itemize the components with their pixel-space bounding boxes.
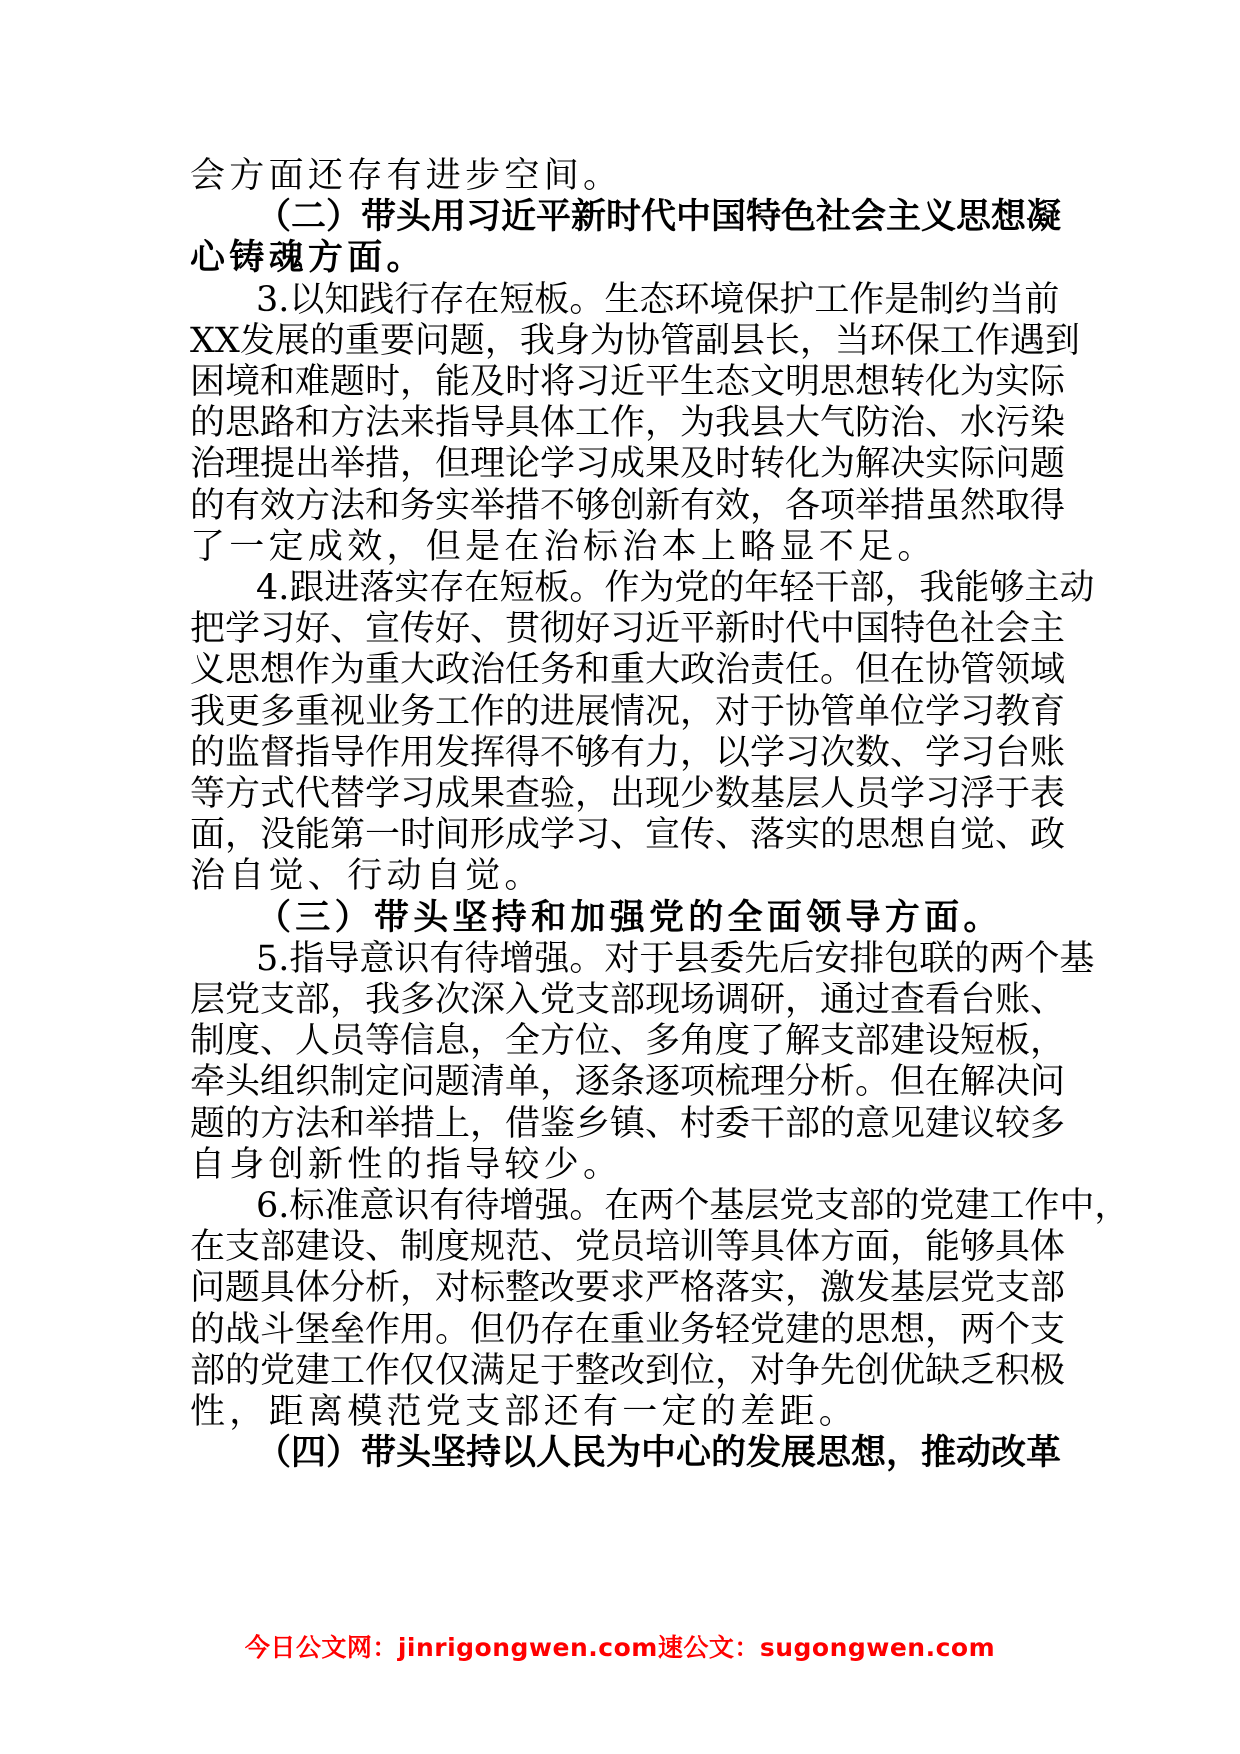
section-heading-continued: 心铸魂方面。 [190, 238, 426, 279]
body-line: 的思路和方法来指导具体工作，为我县大气防治、水污染 [190, 403, 1066, 444]
body-line: 困境和难题时，能及时将习近平生态文明思想转化为实际 [190, 362, 1066, 402]
section-heading: （二）带头用习近平新时代中国特色社会主义思想凝 [256, 197, 1062, 238]
body-line: 牵头组织制定问题清单，逐条逐项梳理分析。但在解决问 [190, 1062, 1066, 1103]
body-line: 问题具体分析，对标整改要求严格落实，激发基层党支部 [190, 1268, 1066, 1309]
body-line: 了一定成效，但是在治标治本上略显不足。 [190, 526, 937, 567]
body-line: 的监督指导作用发挥得不够有力，以学习次数、学习台账 [190, 732, 1066, 773]
body-line: 4.跟进落实存在短板。作为党的年轻干部，我能够主动 [256, 568, 1095, 608]
body-line: 5.指导意识有待增强。对于县委先后安排包联的两个基 [256, 938, 1095, 979]
body-line: 的有效方法和务实举措不够创新有效，各项举措虽然取得 [190, 485, 1066, 526]
body-line: 我更多重视业务工作的进展情况，对于协管单位学习教育 [190, 691, 1066, 732]
body-line: 性，距离模范党支部还有一定的差距。 [190, 1392, 859, 1432]
body-line: 会方面还存有进步空间。 [190, 156, 623, 196]
body-line: 把学习好、宣传好、贯彻好习近平新时代中国特色社会主 [190, 609, 1066, 650]
body-line: 层党支部，我多次深入党支部现场调研，通过查看台账、 [190, 980, 1066, 1020]
body-line: 3.以知践行存在短板。生态环境保护工作是制约当前 [256, 279, 1060, 320]
body-line: 自身创新性的指导较少。 [190, 1144, 623, 1185]
body-line: XX发展的重要问题，我身为协管副县长，当环保工作遇到 [190, 320, 1080, 361]
section-heading: （三）带头坚持和加强党的全面领导方面。 [256, 897, 1003, 938]
footer-watermark: 今日公文网：jinrigongwen.com速公文：sugongwen.com [244, 1633, 996, 1662]
body-line: 面，没能第一时间形成学习、宣传、落实的思想自觉、政 [190, 815, 1066, 856]
section-heading: （四）带头坚持以人民为中心的发展思想，推动改革 [256, 1433, 1062, 1474]
body-line: 部的党建工作仅仅满足于整改到位，对争先创优缺乏积极 [190, 1350, 1066, 1391]
body-line: 题的方法和举措上，借鉴乡镇、村委干部的意见建议较多 [190, 1103, 1066, 1144]
body-line: 在支部建设、制度规范、党员培训等具体方面，能够具体 [190, 1227, 1066, 1268]
body-line: 的战斗堡垒作用。但仍存在重业务轻党建的思想，两个支 [190, 1309, 1066, 1350]
body-line: 治自觉、行动自觉。 [190, 856, 544, 897]
body-line: 义思想作为重大政治任务和重大政治责任。但在协管领域 [190, 650, 1066, 691]
body-line: 制度、人员等信息，全方位、多角度了解支部建设短板， [190, 1021, 1066, 1062]
body-line: 等方式代替学习成果查验，出现少数基层人员学习浮于表 [190, 774, 1066, 814]
body-line: 6.标准意识有待增强。在两个基层党支部的党建工作中， [256, 1186, 1130, 1226]
body-line: 治理提出举措，但理论学习成果及时转化为解决实际问题 [190, 444, 1066, 485]
